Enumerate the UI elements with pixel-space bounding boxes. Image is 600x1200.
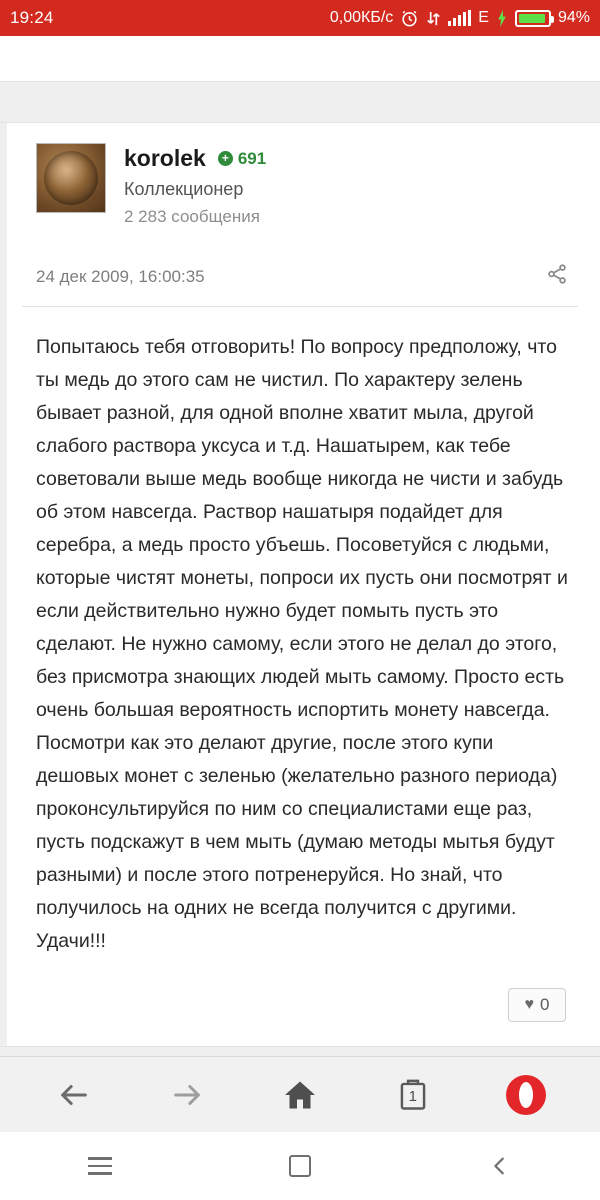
battery-icon <box>515 10 551 27</box>
tabs-button[interactable] <box>381 1063 445 1127</box>
android-navigation-bar <box>0 1132 600 1200</box>
post-meta-row <box>22 227 578 307</box>
forward-button[interactable] <box>155 1063 219 1127</box>
post-bottom-spacer <box>0 1047 600 1056</box>
post-date: 24 дек 2009, 16:00:35 <box>36 266 205 286</box>
like-button[interactable] <box>508 988 566 1022</box>
network-speed-label: 0,00КБ/с <box>329 9 394 26</box>
home-button[interactable] <box>268 1063 332 1127</box>
like-count: 0 <box>540 995 550 1014</box>
previous-post-tail <box>0 36 600 82</box>
signal-bars-icon <box>448 10 471 26</box>
reputation-value: 691 <box>237 148 267 168</box>
post-actions <box>22 958 578 1036</box>
share-icon[interactable] <box>540 259 574 294</box>
post-body-text: Попытаюсь тебя отговорить! По вопросу предположу, что ты медь до этого сам не чистил. По характеру зелень бывает разной, для одной вполне хватит мыла, другой слабого раствора уксуса и т.д. Нашатырем, как тебе советовали выше медь вообще никогда не чисти и забудь об этом навсегда. Раствор нашатыря подайдет для серебра, а медь просто убъешь. Посоветуйся с людьми, которые чистят монеты, попроси их пусть они посмотрят и если действительно нужно будет помыть пусть это сделают. Не нужно самому, если этого не делал до этого, без присмотра знающих людей мыть самому. Просто есть очень большая вероятность испортить монету навсегда. Посмотри как это делают другие, после этого купи дешовых монет с зеленью (желательно разного периода) проконсультируйся по ним со специалистами еще раз, пусть подскажут в чем мыть (думаю методы мытья будут разными) и после этого потренеруйся. Но знай, что получилось на одних не всегда получится с другими. Удачи!!! <box>36 336 568 952</box>
opera-logo-icon <box>506 1075 546 1115</box>
status-bar <box>0 0 600 36</box>
post-author-block <box>22 143 578 227</box>
battery-percent-label: 94% <box>557 9 590 26</box>
author-title: Коллекционер <box>124 179 244 199</box>
browser-toolbar <box>0 1056 600 1132</box>
forum-post <box>0 122 600 1047</box>
status-icons <box>330 0 590 36</box>
author-username[interactable]: korolek <box>124 145 206 171</box>
square-home-icon <box>289 1155 311 1177</box>
chevron-left-icon <box>489 1154 511 1178</box>
android-menu-button[interactable] <box>70 1136 130 1196</box>
back-button[interactable] <box>42 1063 106 1127</box>
web-page-viewport[interactable] <box>0 36 600 1056</box>
charging-bolt-icon <box>496 9 508 28</box>
status-clock: 19:24 <box>10 8 54 27</box>
menu-lines-icon <box>88 1157 112 1175</box>
reputation-plus-icon: + <box>218 151 233 166</box>
alarm-clock-icon <box>400 9 419 28</box>
heart-icon: ♥ <box>524 996 535 1013</box>
tabs-count-label: 1 <box>408 1088 417 1105</box>
android-back-button[interactable] <box>470 1136 530 1196</box>
user-avatar-coin[interactable] <box>36 143 106 213</box>
network-type-label: E <box>478 9 489 26</box>
data-transfer-icon <box>426 9 441 28</box>
opera-menu-button[interactable] <box>494 1063 558 1127</box>
author-post-count: 2 283 сообщения <box>124 207 260 226</box>
android-home-button[interactable] <box>270 1136 330 1196</box>
post-separator <box>0 82 600 122</box>
status-badge[interactable] <box>218 149 266 169</box>
